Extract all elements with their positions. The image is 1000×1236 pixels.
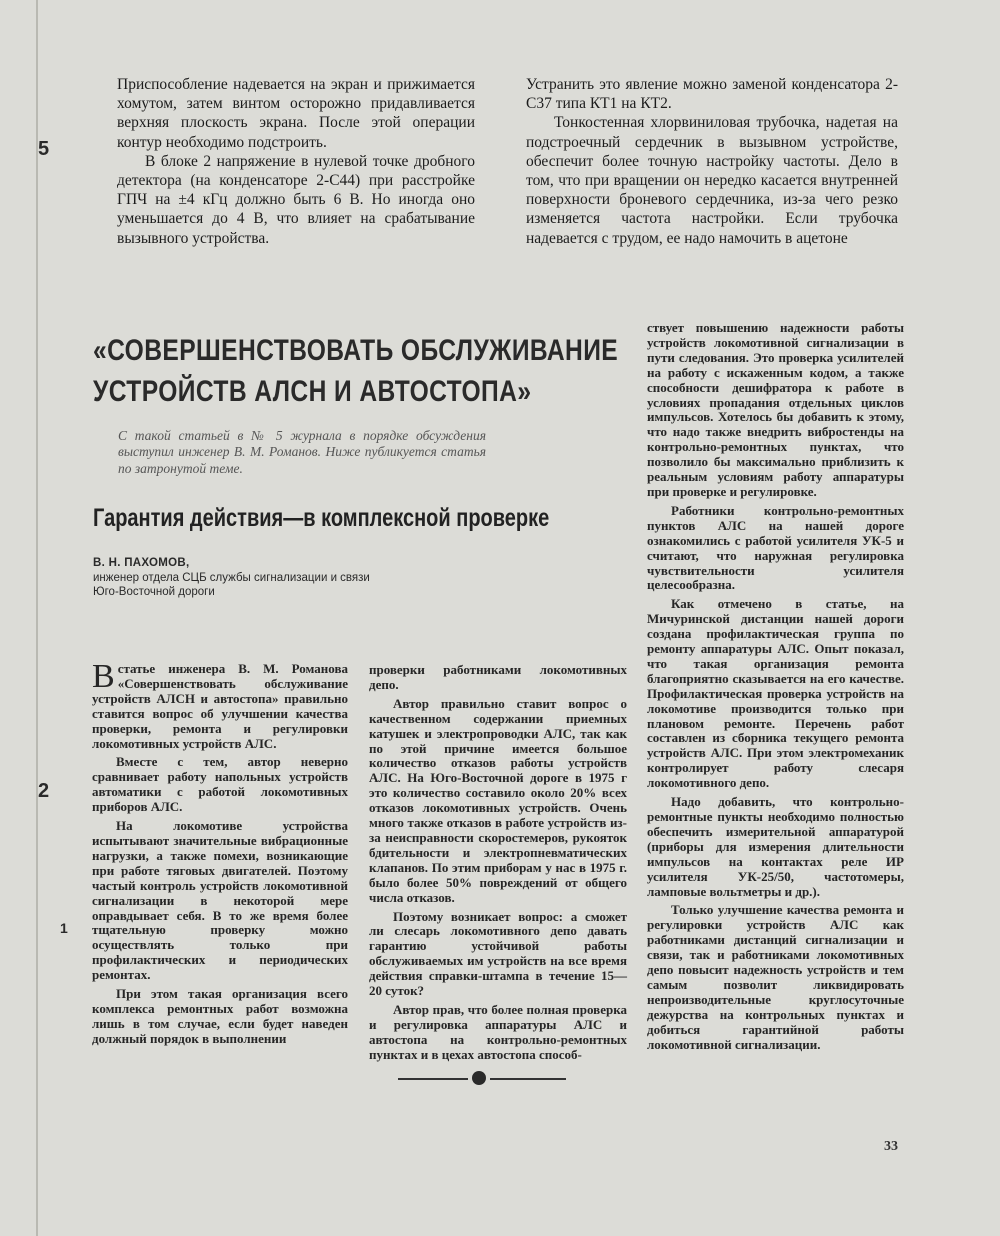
page-edge	[36, 0, 38, 1236]
body-column-3	[647, 321, 904, 1057]
article-title	[93, 330, 619, 412]
paragraph: При этом такая организация всего комплекса ремонтных работ возможна лишь в том случае, если будет наведен должный порядок в выполнении	[92, 986, 348, 1046]
paragraph: Только улучшение качества ремонта и регулировки устройств АЛС как работниками дистанций сигнализации и связи, так и работниками локомотивных депо повысит надежность устройств и тем самым позволит ликвидировать непроизводительные круглосуточные дежурства на контрольных пунктах и добиться гарантийной работы локомотивной сигнализации.	[647, 902, 904, 1052]
paragraph: Тонкостенная хлорвиниловая трубочка, надетая на подстроечный сердечник в вызывном устройстве, обеспечит более точную настройку частоты. Дело в том, что при вращении он нередко касается внутренней поверхности броневого сердечника, из-за чего резко изменяется частота настройки. Если трубочка надевается с трудом, ее надо намочить в ацетоне	[526, 114, 898, 247]
paragraph: Как отмечено в статье, на Мичуринской дистанции нашей дороги создана профилактическая группа по ремонту аппаратуры АЛС. Опыт показал, что такая организация ремонта благоприятно сказывается на его качестве. Профилактическая проверка устройств на локомотиве производится только при плановом ремонте. Перечень работ составлен из сборника текущего ремонта устройств АЛС. При этом электромеханик контролирует работу слесаря локомотивного депо.	[647, 596, 904, 791]
body-column-2	[369, 663, 627, 1067]
paragraph-text: статье инженера В. М. Романова «Совершенствовать обслуживание устройств АЛСН и автостопа» правильно ставится вопрос об улучшении качества проверки, ремонта и регулировки локомотивных устройств АЛС.	[92, 661, 348, 751]
article-subtitle: Гарантия действия—в комплексной проверке	[93, 504, 550, 532]
top-left-column	[117, 75, 475, 248]
margin-mark: 5	[38, 138, 50, 160]
paragraph: Автор прав, что более полная проверка и регулировка аппаратуры АЛС и автостопа на контрольно-ремонтных пунктах и в цехах автостопа способ-	[369, 1001, 627, 1062]
paragraph: Работники контрольно-ремонтных пунктов АЛС на нашей дороге ознакомились с работой усилителя УК-5 и считают, что наружная регулировка чувствительности усилителя целесообразна.	[647, 502, 904, 593]
paragraph: проверки работниками локомотивных депо.	[369, 662, 627, 692]
paragraph: Поэтому возникает вопрос: а сможет ли слесарь локомотивного депо давать гарантию устойчивой работы обслуживаемых им устройств на все время действия справки-штампа в течение 15—20 суток?	[369, 908, 627, 999]
editorial-intro: С такой статьей в № 5 журнала в порядке обсуждения выступил инженер В. М. Романов. Ниже публикуется статья по затронутой теме.	[118, 428, 486, 476]
paragraph: Надо добавить, что контрольно-ремонтные пункты необходимо полностью обеспечить измерительной аппаратурой (приборы для измерения длительности импульсов на контактах реле ИР усилителя УК-25/50, частотомеры, ламповые вольтметры и др.).	[647, 794, 904, 899]
author-name: В. Н. ПАХОМОВ,	[93, 557, 190, 569]
author-role: инженер отдела СЦБ службы сигнализации и связи	[93, 571, 370, 584]
ornament-line	[398, 1078, 468, 1080]
paragraph: Вместе с тем, автор неверно сравнивает работу напольных устройств автоматики с работой локомотивных приборов АЛС.	[92, 754, 348, 815]
end-ornament	[398, 1070, 566, 1086]
author-affiliation: Юго-Восточной дороги	[93, 586, 215, 598]
ornament-line	[490, 1078, 566, 1080]
paragraph: ствует повышению надежности работы устройств локомотивной сигнализации в пути следования. Это проверка усилителей на работу с искаженным кодом, а также способности дешифратора к работе в условиях пропадания отдельных циклов импульсов. Хотелось бы добавить к этому, что надо также внедрить вибростенды на контрольно-ремонтных пунктах, что позволило бы максимально приблизить к реальным условиям работу аппаратуры при проверке и регулировке.	[647, 320, 904, 499]
paragraph	[92, 658, 348, 751]
paragraph: В блоке 2 напряжение в нулевой точке дробного детектора (на конденсаторе 2-С44) при расстройке ГПЧ на ±4 кГц должно быть 6 В. Но иногда оно уменьшается до 4 В, что влияет на срабатывание вызывного устройства.	[117, 152, 475, 247]
body-column-1	[92, 658, 348, 1051]
drop-cap: В	[92, 658, 115, 695]
paragraph: Приспособление надевается на экран и прижимается хомутом, затем винтом осторожно придавливается верхняя плоскость экрана. После этой операции контур необходимо подстроить.	[117, 76, 475, 151]
margin-mark: 2	[38, 780, 50, 802]
margin-mark: 1	[60, 920, 68, 936]
paragraph: Автор правильно ставит вопрос о качественном содержании приемных катушек и электропроводки АЛС, так как по этой причине имеется большое количество отказов работы устройств АЛС. На Юго-Восточной дороге в 1975 г это количество составило около 20% всех отказов локомотивных устройств. Очень много также отказов в работе устройств из-за неисправности скоростемеров, рукояток бдительности и электропневматических клапанов. По этим приборам у нас в 1975 г. было более 50% повреждений от общего числа отказов.	[369, 695, 627, 905]
title-line: «СОВЕРШЕНСТВОВАТЬ ОБСЛУЖИВАНИЕ	[93, 334, 619, 367]
paragraph: На локомотиве устройства испытывают значительные вибрационные нагрузки, а также помехи, возникающие при работе тяговых двигателей. Поэтому частый контроль устройств локомотивной сигнализации в некоторой мере оправдывает себя. В то же время более тщательную проверку можно осуществлять только при профилактических и периодических ремонтах.	[92, 818, 348, 983]
title-line: УСТРОЙСТВ АЛСН И АВТОСТОПА»	[93, 375, 532, 408]
byline	[93, 556, 473, 600]
page-number: 33	[884, 1139, 898, 1154]
ornament-dot	[472, 1071, 486, 1085]
paragraph: Устранить это явление можно заменой конденсатора 2-С37 типа КТ1 на КТ2.	[526, 76, 898, 113]
top-right-column	[526, 75, 898, 248]
